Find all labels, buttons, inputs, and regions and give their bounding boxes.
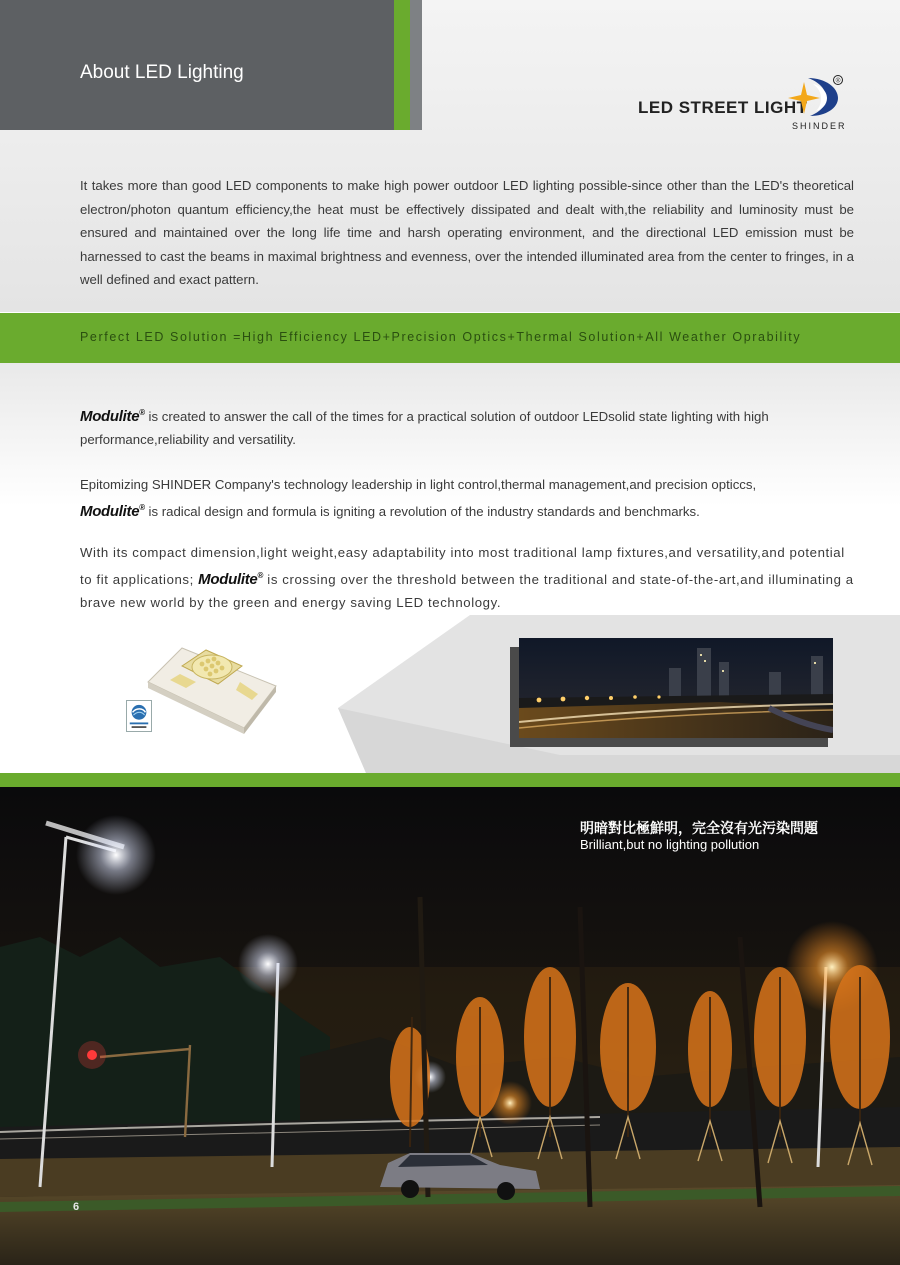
green-divider-strip bbox=[0, 773, 900, 787]
led-chip-image bbox=[140, 636, 282, 736]
page-number: 6 bbox=[73, 1201, 80, 1213]
logo-name: SHINDER bbox=[792, 121, 847, 131]
solution-banner bbox=[0, 313, 900, 363]
modulite-paragraph-2: Epitomizing SHINDER Company's technology leadership in light control,thermal management,and precision opticcs, Modulite® is radical design and formula is igniting a revolution of the industry standards and benchmarks. bbox=[80, 477, 757, 520]
modulite-logo: Modulite® bbox=[80, 408, 145, 425]
solution-banner-text: Perfect LED Solution =High Efficiency LED+Precision Optics+Thermal Solution+All Weather Oprability bbox=[80, 330, 802, 344]
modulite-logo: Modulite® bbox=[198, 571, 264, 588]
street-night-photo bbox=[0, 787, 900, 1265]
page-title: About LED Lighting bbox=[80, 62, 244, 83]
caption-chinese: 明暗對比極鮮明，完全沒有光污染問題 bbox=[580, 821, 818, 837]
caption-english: Brilliant,but no lighting pollution bbox=[580, 837, 760, 852]
modulite-logo: Modulite® bbox=[80, 503, 145, 520]
header-gray-bar bbox=[410, 0, 422, 130]
shinder-star-logo-icon bbox=[786, 74, 844, 118]
modulite-paragraph-3: With its compact dimension,light weight,easy adaptability into most traditional lamp fixtures,and versatility,and potential to fit applications; Modulite® is crossing over the threshold between the traditional and state-of-the-art,and illuminating a brave new world by the green and energy saving LED technology. bbox=[80, 545, 854, 610]
header-green-bar bbox=[394, 0, 410, 130]
city-night-photo bbox=[519, 638, 833, 738]
logo-registered-mark: ® bbox=[835, 77, 841, 85]
modulite-paragraph-1: Modulite® is created to answer the call of the times for a practical solution of outdoor LEDsolid state lighting with high performance,reliability and versatility. bbox=[80, 408, 769, 447]
brand-text: LED STREET LIGHT bbox=[638, 98, 808, 117]
certification-badge-icon bbox=[126, 700, 152, 732]
intro-paragraph: It takes more than good LED components to make high power outdoor LED lighting possible-since other than the LED's theoretical electron/photon quantum efficiency,the heat must be effectively dissipated and dealt with,the reliability and luminosity must be ensured and maintained over the long life time and harsh operating environment, and the directional LED emission must be harnessed to cast the beams in maximal brightness and evenness, over the intended illuminated area from the center to fringes, in a well defined and exact pattern. bbox=[80, 178, 854, 287]
